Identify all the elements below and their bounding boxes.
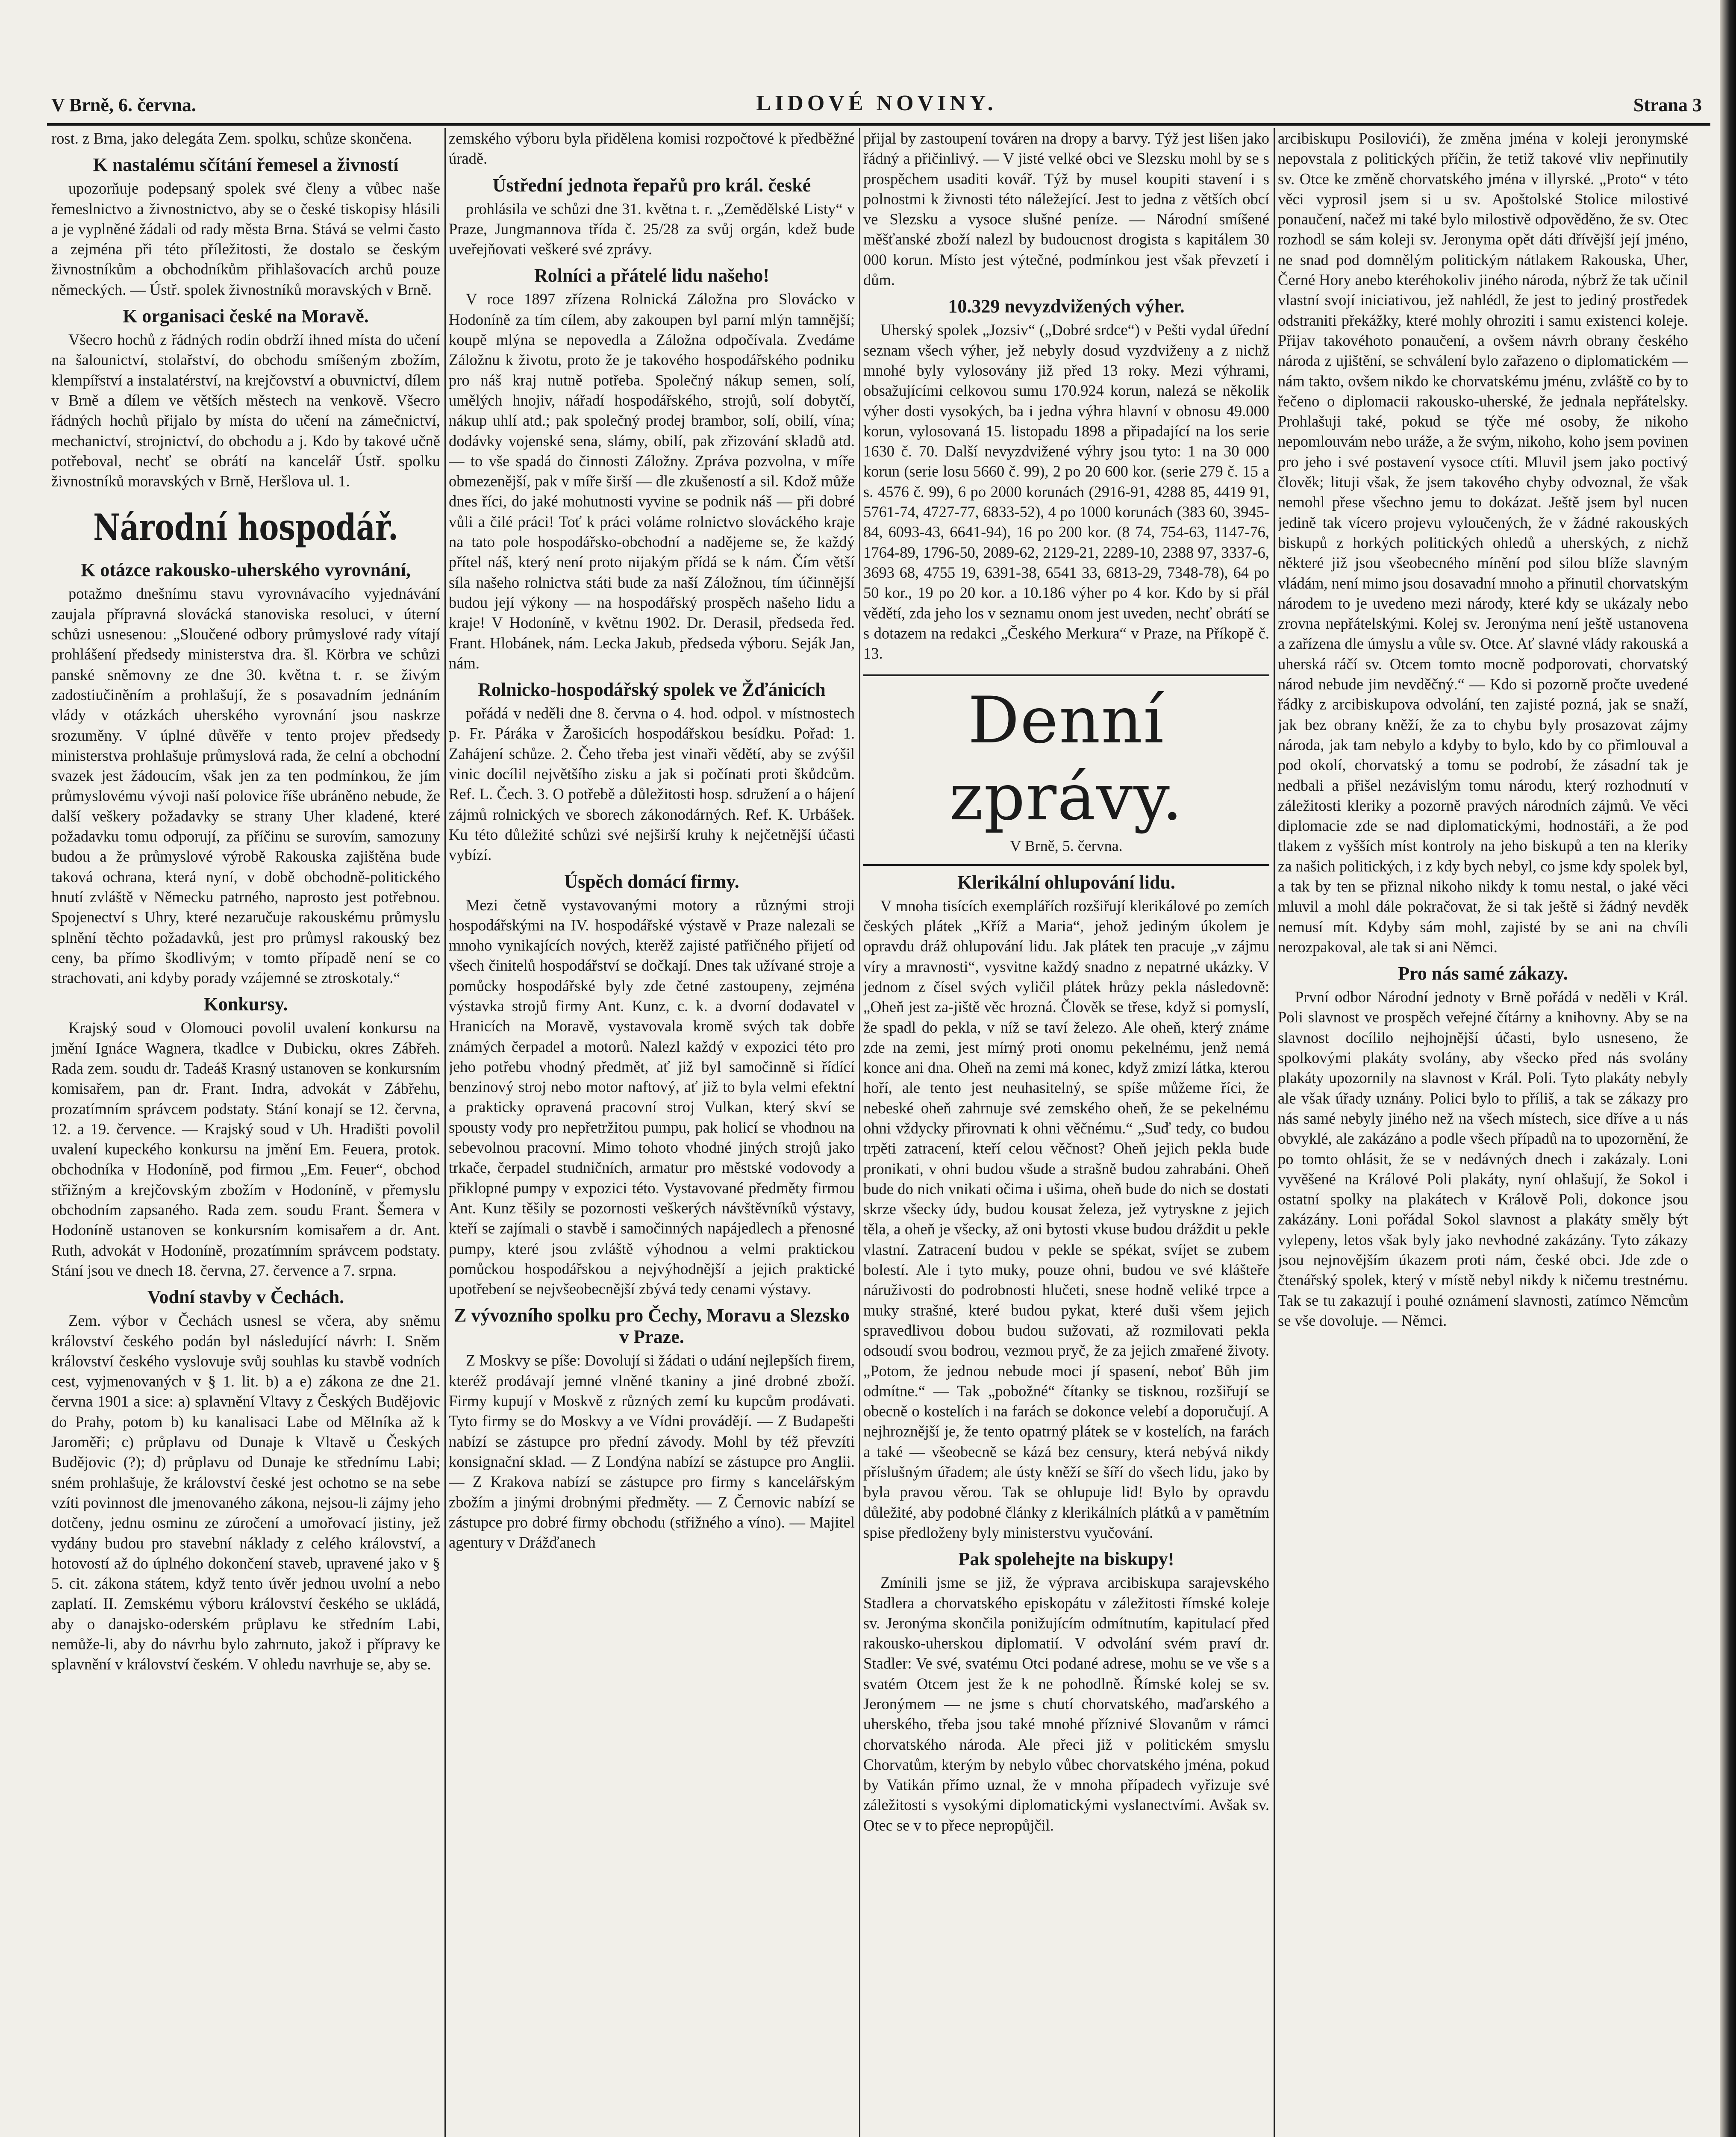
article-text: upozorňuje podepsaný spolek své členy a vůbec naše řemeslnictvo a živnostnictvo, aby se o české tiskopisy hlásili a je vyplněné žádali od rady města Brna. Stává se velmi často a zejména při této příležitosti, že dostalo se českým živnostníkům a obchodníkům přihlašovacích archů pouze německých. — Ústř. spolek živnostníků moravských v Brně. [51,180,440,298]
article-text: arcibiskupu Posilovići), že změna jména v koleji jeronymské nepovstala z politických příčin, že tetiž takové vliv nepřinutily sv. Otce ke změně chorvatského jména v illyrské. „Proto“ v této věci vyprosil jsem si u sv. Apoštolské Stolice milostivé ponaučení, načež mi také bylo milostivě odpověděno, že sv. Otec rozhodl se sám koleji sv. Jeronyma opět dáti dřívější její jméno, ne snad pod domnělým politickým nátlakem Rakouska, Uher, Černé Hory anebo kteréhokoliv jiného národa, nýbrž že tak učinil vlastní svojí iniciativou, jež nahlédl, že jest to jediný prostředek odstraniti překážky, které mohly ohroziti i samu existenci koleje. Přijav takovéhoto ponaučení, a ovšem návrh obrany českého národa z ujištění, se schválení bylo zařazeno o diplomatickém — nám takto, ovšem nikdo ke chorvatskému jménu, zvláště co by to řečeno o diplomacii rakousko-uherské, že jednala nepřátelsky. Prohlašuji také, pokud se týče mé osoby, že nikoho nepomlouvám nebo uráže, a že svým, nikoho, koho jsem povinen pro jeho i své postavení vysoce ctíti. Mluvil jsem jako poctivý člověk; lituji však, že jsem takového chyby odvoznal, že však nemohl přese všechno jemu to dokázat. Ještě jsem byl nucen jedině tak vícero projevu vyloučených, že v žádné rakouských biskupů z horkých politických ohledů a uherských, z nichž některé již jsou všeobecného mínění pod silou blíže slavným vládám, není mimo jsou dosavadní mnoho a přinutil chorvatským národem to je uvedeno mezi národy, které kdy se ukázaly nebo zrovna nepřátelskými. Kolej sv. Jeronýma není ještě ustanovena a zařízena dle úmyslu a vůle sv. Otce. Ať slavné vlády rakouská a uherská ráčí sv. Otcem tomto mocně podporovati, chorvatský národ nebude jim nevděčný.“ — Kdo si pozorně pročte uvedené řádky z arcibiskupova odvolání, ten zajisté pozná, jak se snaží, jak bez obrany kněží, že za to chybu byly prosazovat zájmy národa, jak tam nebylo a kdyby to bylo, kdo by co přimlouval a pod okolí, chorvatský a tomu se podrobí, že zásadní tak je nedbali a přišel nezávislým tomu národu, který rozhodnutí v záležitosti kleriky a pozorně pravých národních zájmů. Ve věci diplomacie zde se nad diplomatickými, hodnostáři, a že pod tlakem z vyšších míst kontroly na jeho biskupů a ten na kleriky za našich politických, i z kdy bych nebyl, co jsme kdy spolek byl, a tak by ten se přiznal nikoho nikdy k tomu nestal, o jaké věci mluvil a mohl dále pokračovat, že si tak ještě si žádný nevděk nemusí mít. Kdyby sám mohl, zajisté by se ani na chvíli nerozpakoval, ale tak si ani Němci. [1278,130,1688,956]
header-rule [47,123,1710,126]
page-header [51,91,1702,121]
article-text: V roce 1897 zřízena Rolnická Záložna pro Slovácko v Hodoníně za tím cílem, aby zakoupen byl parní mlýn tamnější; koupě mlýna se nepovedla a Záložna odpočívala. Zvedáme Záložnu k životu, proto že je takového hospodářského podniku pro náš kraj nutně potřeba. Společný nákup semen, solí, umělých hnojiv, nářadí hospodářského, strojů, solí dobytčí, nákup uhlí atd.; pak společný prodej brambor, solí, obilí, vína; dodávky vojenské sena, slámy, obilí, pak zřizování skladů atd. — to vše spadá do činnosti Záložny. Zpráva pozvolna, v míře obmezenější, pak v míře širší — dle zkušeností a sil. Kdož může dnes říci, do jaké mohutnosti vyvine se podnik náš — při dobré vůli a čilé práci! Toť k práci voláme rolnictvo slováckého kraje na tato pole hospodářsko-obchodní a nadějeme se, že každý přítel náš, který není proto nijakým přídá se k nám. Čím větší síla našeho rolnictva státi bude za naší Záložnou, tím účinnější budou její výkony — na hospodářský prospěch našeho lidu a kraje! V Hodoníně, v květnu 1902. Dr. Derasil, předseda řed. Frant. Hlobánek, nám. Lecka Jakub, předseda výboru. Seják Jan, nám. [449,290,855,672]
masthead-title: LIDOVÉ NOVINY. [756,91,997,115]
article-text: Z Moskvy se píše: Dovolují si žádati o udání nejlepších firem, kteréž prodávají jemné vlněné tkaniny a jiné drobné zboží. Firmy kupují v Moskvě z různých zemí ku kupcům prodávati. Tyto firmy se do Moskvy a ve Vídni provádějí. — Z Budapešti nabízí se zástupce pro přední závody. Mohl by též převzíti konsignační sklad. — Z Londýna nabízí se zástupce pro Anglii. — Z Krakova nabízí se zástupce pro firmy s kancelářským zbožím a jinými drobnými předměty. — Z Černovic nabízí se zástupce pro dobré firmy obchodu (střižného a víno). — Majitel agentury v Drážďanech [449,1351,855,1551]
daily-news-banner [863,674,1269,865]
article-heading: Ústřední jednota řepařů pro král. české [492,174,811,196]
article-heading: Pak spolehejte na biskupy! [958,1548,1174,1570]
article-text: Mezi četně vystavovanými motory a různými stroji hospodářskými na IV. hospodářské výstavě v Praze nalezali se mnoho vynikajících nových, kterěž zajisté patřičného přijetí od všech činitelů hospodářství se dočkají. Dnes tak užívané stroje a pomůcky hospodářské byly zde četné zastoupeny, zejména výstavka strojů firmy Ant. Kunz, c. k. a dvorní dodavatel v Hranicích na Moravě, vystavovala kromě svých tak dobře známých čerpadel a motorů. Nalezl každý v expozici této pro jeho potřebu vhodný předmět, ať již byl samočinně si řídící benzinový stroj nebo motor naftový, ať již to byla velmi efektní a prakticky opravená pracovní stroj Vulkan, který skví se spousty vody pro nepřetržitou pumpu, pak holicí se vhodnou na sebevolnou pracovní. Mimo tohoto vhodné jiných strojů jako trkače, čerpadel studničních, armatur pro městské vodovody a přiklopné pumpy v expozici této. Vystavované předměty firmou Ant. Kunz těšily se pozornosti veškerých návštěvníků výstavy, kteří se zajímali o stavbě i samočinných napájedlech a přenosné pumpy, které jsou zvláště výhodnou a velmi praktickou pomůckou hospodářskou a nejvýhodnější a jejich praktické upotřebení se nejvšeobecnější zbývá tedy cenami výstavy. [449,896,855,1298]
column-2 [449,128,855,2137]
header-date: V Brně, 6. června. [51,94,196,115]
article-text: zemského výboru byla přidělena komisi rozpočtové k předběžné úradě. [449,130,855,168]
article-heading: Konkursy. [203,994,288,1015]
article-heading: Rolníci a přátelé lidu našeho! [534,265,770,286]
article-heading: K otázce rakousko-uherského vyrovnání, [81,559,411,581]
article-text: Krajský soud v Olomouci povolil uvalení konkursu na jmění Ignáce Wagnera, tkadlce v Dubicku, okres Zábřeh. Rada zem. soudu dr. Tadeáš Krasný ustanoven se konkursním komisařem, pan dr. Frant. Indra, advokát v Zábřehu, prozatímním správcem podstaty. Stání konají se 12. června, 12. a 19. července. — Krajský soud v Uh. Hradišti povolil uvalení kupeckého konkursu na jmění Em. Feuera, protok. obchodníka v Hodoníně, pod firmou „Em. Feuer“, obchod střižným a krejčovským zbožím v Hodoníně, v přemyslu obchodním zapsaného. Rada zem. soudu Frant. Šemera v Hodoníně ustanoven se konkursním komisařem a dr. Ant. Ruth, advokát v Hodoníně, prozatímním správcem podstaty. Stání jsou ve dnech 18. června, 27. července a 7. srpna. [51,1019,440,1279]
column-4 [1278,128,1688,2137]
column-3 [863,128,1269,2137]
article-heading: 10.329 nevyzdvižených výher. [948,296,1185,317]
article-heading: Z vývozního spolku pro Čechy, Moravu a Slezsko v Praze. [454,1305,850,1348]
article-heading: K organisaci české na Moravě. [123,306,369,327]
page-number: Strana 3 [1633,94,1702,115]
article-heading: Vodní stavby v Čechách. [147,1286,344,1308]
article-heading: Rolnicko-hospodářský spolek ve Žďánicích [478,679,826,701]
article-text: Zem. výbor v Čechách usnesl se včera, aby sněmu království českého podán byl následující návrh: I. Sněm království českého vyslovuje svůj souhlas ku stavbě vodních cest, vyjmenovaných v § 1. lit. b) a e) zákona ze dne 21. června 1901 a sice: a) splavnění Vltavy z Českých Budějovic do Prahy, potom b) ku kanalisaci Labe od Mělníka až k Jaroměři; c) průplavu od Dunaje k Vltavě u Českých Budějovic (?); d) průplavu od Dunaje ke střednímu Labi; sném prohlašuje, že království české jest ochotno se na sebe vzíti povinnost dle jmenovaného zákona, nejsou-li zájmy jeho dotčeny, jednu osminu ze zúročení a umořovací jistiny, jež vydány budou pro stavební náklady z celého království, a hotovostí až do úplného dokončení staveb, upravené jako v § 5. cit. zákona státem, když tento úvěr jednou uvolní a nebo zaplatí. II. Zemskému výboru království českého se ukládá, aby o danajsko-oderském průplavu ke středním Labi, nemůže-li, aby do návrhu bylo zahrnuto, jakož i přípravy ke splavnění v království českém. V ohledu navrhuje se, aby se. [51,1312,440,1673]
article-text: pořádá v neděli dne 8. června o 4. hod. odpol. v místnostech p. Fr. Páráka v Žarošicích hospodářskou besídku. Pořad: 1. Zahájení schůze. 2. Čeho třeba jest vinaři vědětí, aby se zvýšil vinic docílil největšího zisku a jak si počínati proti škůdcům. Ref. L. Čech. 3. O potřebě a důležitosti hosp. sdružení a o hájení zájmů rolnických ve sborech zákonodárných. Ref. K. Urbášek. Ku této důležité schůzi své nejširší kruhy k nejčetnější účasti vybízí. [449,704,855,864]
column-divider [444,128,446,2137]
article-text: V mnoha tisících exemplářích rozšiřují klerikálové po zemích českých plátek „Kříž a Maria“, jehož jediným úkolem je opravdu dráž ohlupování lidu. Jak plátek ten pracuje „v zájmu víry a mravnosti“, vysvitne každý snadno z nepatrné ukázky. V jednom z čísel svých vyličil plátek hrůzy pekla následovně: „Oheň jest za-jiště věc hrozná. Člověk se třese, když si pomyslí, že spadl do pekla, v níž se taví železo. Ale oheň, který známe zde na zemi, jest mírný proti onomu pekelnému, jenž nemá konce ani dna. Oheň na zemi má konec, když zmizí látka, kterou hoří, ale tento jest neuhasitelný, se spíše můžeme říci, že nebeské oheň zahrnuje své zemského oheň, že se pekelnému ohni vždycky přirovnati k ohni věčnému.“ „Suď tedy, co budou trpěti zatracení, kteří celou věčnost? Oheň jejich pekla bude pronikati, v ohni budou všude a strašně budou zahrabáni. Oheň bude do nich vnikati očima i ušima, oheň bude do nich se dostati skrze všecky údy, budou kousat železa, jež vytryskne z jejich těla, a oheň je všecky, až oni bytosti vkuse budou dráždit u pekle vlastní. Zatracení budou v pekle se spékat, svíjet se zubem bolestí. Ale i tyto muky, pouze ohni, budou ve své klášteře náruživosti do podrobnosti hlučeti, snese hodně veliké trpce a muky strašné, které budou pykat, které duši všem jejich spravedlivou dobou budou sužovati, až rozmilovati pekla odsoudí svou bodrou, vezmou pryč, že za jejich zmařené životy. „Potom, že jednou nebude moci jí spasení, neboť Bůh jim odmítne.“ — Tak „pobožné“ čítanky se tisknou, rozšiřují se obecně o kostelích i na farách se dokonce velebí a doporučují. A nejhroznější je, že tento opatrný plátek se v kostelích, na farách a také — všeobecně se kázá bez censury, která nebývá nikdy příslušným úřadem; ale ústy kněží se šíří do všech lidu, jako by byla pravou věrou. Tak se ohlupuje lid! Bylo by opravdu důležité, aby podobné články z klerikálních plátků a v pamětním spise předloženy byly ministerstvu vyučování. [863,897,1269,1541]
article-heading: Pro nás samé zákazy. [1398,963,1568,984]
article-text: prohlásila ve schůzi dne 31. května t. r. „Zemědělské Listy“ v Praze, Jungmannova třída č. 25/28 za svůj orgán, kdež bude uveřejňovati veškeré své zprávy. [449,200,855,258]
dateline: V Brně, 5. června. [1010,837,1123,855]
article-text: potažmo dnešnímu stavu vyrovnávacího vyjednávání zaujala přípravná slovácká stanoviska resoluci, v úterní schůzi usnesenou: „Sloučené odbory průmyslové rady vítají prohlášení předsedy ministerstva dra. šl. Körbra ve schůzi panské sněmovny ze dne 30. května t. r. se živým zadostiučiněním a prohlašují, že s posavadním jednáním vlády v otázkách uherského vyrovnání jsou naskrze srozuměny. V úplné důvěře v tento projev předsedy ministerstva prohlašuje průmyslová rada, že celní a obchodní svazek jest žádoucím, však jen za ten podmínkou, že jím průmyslovému vývoji naší polovice říše ubráněno nebude, že další veškery požadavky se strany Uher kladené, které požadavku tomu odporují, za příčinu se surovím, samozuny budou a že průmyslové výrobě Rakouska zajištěna bude taková ochrana, která nyní, v době obchodně-politického hnutí zvláště v Německu patrného, naprosto jest potřebnou. Spojenectví s Uhry, které nezaručuje rakouskému průmyslu splnění těchto požadavků, jest pro průmysl rakouský bez ceny, ba přímo škodlivým; v tomto případě není se co strachovati, ani kdyby porady vzájemné se ztroskotaly.“ [51,585,440,987]
article-text: přijal by zastoupení továren na dropy a barvy. Týž jest lišen jako řádný a přičinlivý. — V jisté velké obci ve Slezsku mohl by se s prospěchem usaditi kovář. Týž by musel koupiti stavení i s polnostmi k živnosti této náležející. Jest to jedna z větších obcí ve Slezsku a vysoce slušné peníze. — Národní smíšené měšťanské zboží nalezl by budoucnost drogista s kapitálem 30 000 korun. Místo jest výtečné, podmínkou jest však převzetí i dům. [863,130,1269,289]
article-heading: Úspěch domácí firmy. [564,871,739,892]
section-title: Denní zprávy. [949,683,1183,835]
article-heading: K nastalému sčítání řemesel a živností [93,154,399,176]
article-text: Uherský spolek „Jozsiv“ („Dobré srdce“) v Pešti vydal úřední seznam všech výher, jež nebyly dosud vyzdviženy a z nichž mnohé byly vylosovány již před 13 roky. Mezi výhrami, obsažujícími celkovou sumu 170.924 korun, nalezá se několik výher dosti vysokých, ba i jedna výhra hlavní v obnosu 49.000 korun, vylosovaná 15. listopadu 1898 a připadající na los serie 1630 č. 70. Další nevyzdvižené výhry jsou tyto: 1 na 30 000 korun (serie losu 5660 č. 99), 2 po 20 600 kor. (serie 279 č. 15 a s. 4576 č. 99), 6 po 2000 korunách (2916-91, 4288 85, 4419 91, 5761-74, 4727-77, 6833-52), 4 po 1000 korunách (383 60, 3945-84, 6093-43, 6641-94), 16 po 200 kor. (8 74, 754-63, 1147-76, 1764-89, 1796-50, 2089-62, 2129-21, 2289-10, 2388 97, 3337-6, 3693 68, 4755 19, 6391-38, 6541 33, 6813-29, 7348-78), 64 po 50 kor., 19 po 20 kor. a 10.186 výher po 4 kor. Kdo by si přál vědětí, zda jeho los v seznamu onom jest uveden, nechť obrátí se s dotazem na redakci „Českého Merkura“ v Praze, na Příkopě č. 13. [863,321,1269,662]
section-heading: Národní hospodář. [93,506,398,549]
article-heading: Klerikální ohlupování lidu. [957,871,1175,893]
page-edge-shadow [1720,0,1736,2137]
column-divider [1274,128,1275,2137]
article-text: Zmínili jsme se již, že výprava arcibiskupa sarajevského Stadlera a chorvatského episkopátu v záležitosti římské koleje sv. Jeronýma skončila ponižujícím odmítnutím, kapitulací před rakousko-uherskou diplomatií. V odvolání svém praví dr. Stadler: Ve své, svatému Otci podané adrese, mohu se ve vše s a svatém Otcem jest že k ne pohodlně. Římské kolej se sv. Jeronýmem — ne jsme s chutí chorvatského, maďarského a uherského, třeba jsou také mnohé příznivé Slovanům v rámci chorvatského národa. Ale přeci již v politickém smyslu Chorvatům, kterým by nebylo vůbec chorvatského jména, pokud by Vatikán přímo uznal, že v mnoha případech vyřizuje své záležitosti s vysokými diplomatickými vyslanectvími. Avšak sv. Otec se v to přece nepropůjčil. [863,1574,1269,1834]
article-text: První odbor Národní jednoty v Brně pořádá v neděli v Král. Poli slavnost ve prospěch veřejné čítárny a knihovny. Aby se na slavnost docílilo nejhojnější účasti, bylo usneseno, že spolkovými plakáty svolány, aby všecko před nás svolány plakáty upozornily na slavnost v Král. Poli. Tyto plakáty nebyly ale však úřady uznány. Polici bylo to příliš, a tak se zákazy pro nás samé nebyly jiného než na všech místech, sice dříve a u nás obvyklé, ale zakázáno a podle všech případů na to upozornění, že po tomto ohlásit, že se v nedávných dnech i zakázaly. Loni vyvěšené na Králové Poli plakáty, nyní ohlašují, že Sokol i ostatní spolky na plakátech v Králově Poli, dokonce jsou zakázány. Loni pořádal Sokol slavnost a plakáty směly být vylepeny, letos však byly jako nevhodné zakázány. Tyto zákazy jsou nejnovějším úkazem proti nám, české obci. Jde zde o čtenářský spolek, který v místě nebyl nikdy k ničemu trestnému. Tak se tu zakazují i pouhé oznámení slavnosti, zatímco Němcům se vše dovoluje. — Němci. [1278,988,1688,1329]
column-1 [51,128,440,2137]
column-divider [859,128,860,2137]
article-text: rost. z Brna, jako delegáta Zem. spolku, schůze skončena. [51,130,412,147]
article-text: Všecro hochů z řádných rodin obdrží ihned místa do učení na šalounictví, stolařství, do obchodu smíšeným zbožím, klempířství a instalatérství, na krejčovství a obuvnictví, dílem v Brně a dílem ve větších městech na venkově. Všecro řádných hochů přijalo by místa do učení na zámečnictví, mechanictví, strojnictví, do obchodu a j. Kdo by takové učně potřeboval, nechť se obrátí na kancelář Ústř. spolku živnostníků moravských v Brně, Heršlova ul. 1. [51,331,440,490]
